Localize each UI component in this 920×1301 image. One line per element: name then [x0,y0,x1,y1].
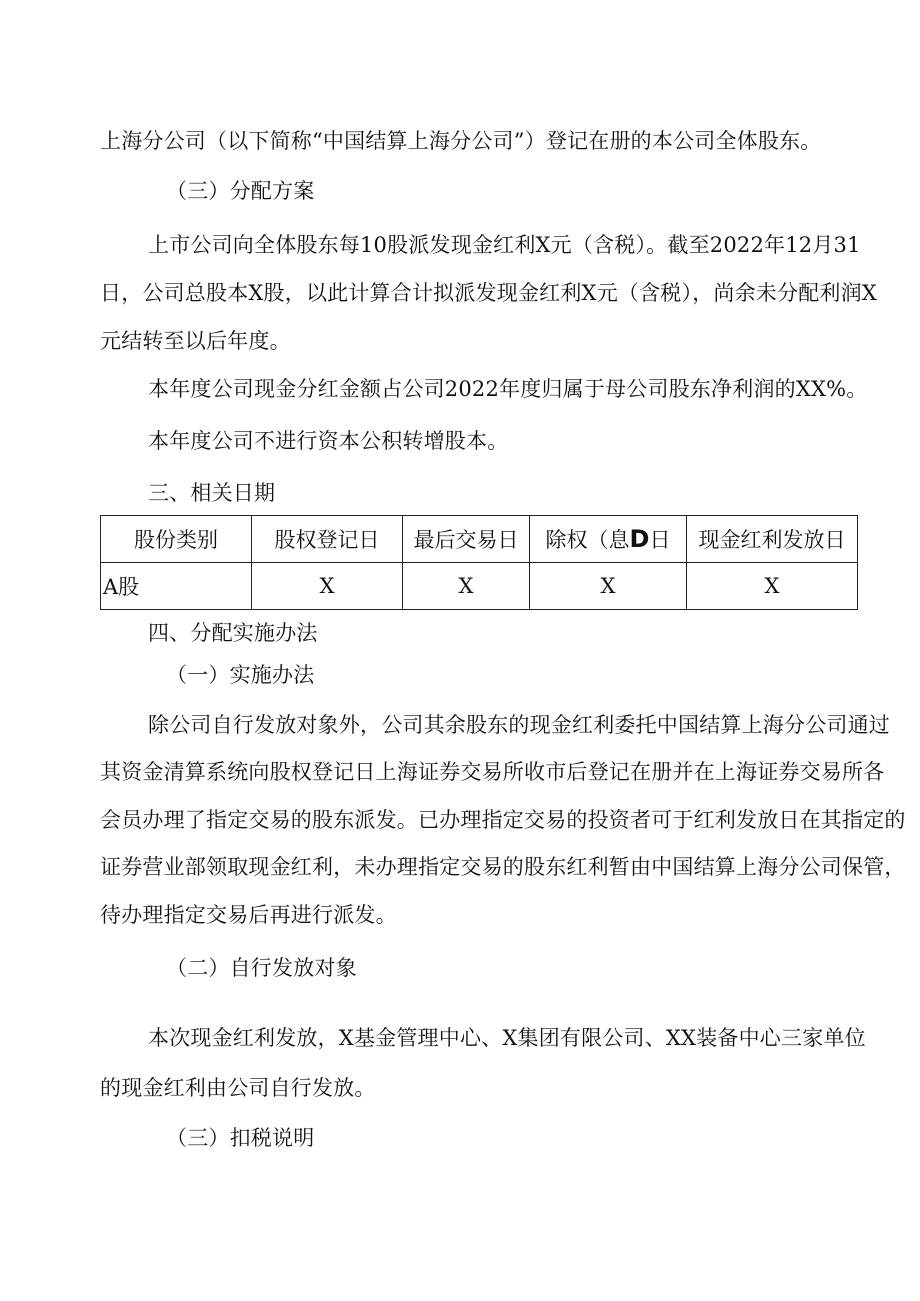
paragraph-line: 除公司自行发放对象外，公司其余股东的现金红利委托中国结算上海分公司通过 [148,713,890,737]
paragraph-line: 待办理指定交易后再进行派发。 [100,903,397,927]
paragraph-line: 证券营业部领取现金红利，未办理指定交易的股东红利暂由中国结算上海分公司保管， [100,855,906,879]
header-cell: 股份类别 [101,516,252,563]
header-cell: 现金红利发放日 [687,516,858,563]
section-heading: （三）分配方案 [166,179,315,203]
table-cell: X [530,563,687,610]
section-heading: （三）扣税说明 [166,1126,315,1150]
paragraph-line: 日，公司总股本X股，以此计算合计拟派发现金红利X元（含税），尚余未分配利润X [100,281,877,305]
paragraph-line: 上市公司向全体股东每10股派发现金红利X元（含税）。截至2022年12月31 [148,233,861,257]
header-part: 除权（息 [545,528,630,552]
section-heading: 四、分配实施办法 [148,621,318,645]
header-part: D [629,525,650,553]
table-cell: X [252,563,403,610]
paragraph-line: 元结转至以后年度。 [100,329,291,353]
paragraph-line: 的现金红利由公司自行发放。 [100,1076,376,1100]
section-heading: （二）自行发放对象 [166,956,357,980]
header-cell: 最后交易日 [403,516,530,563]
paragraph-line: 上海分公司（以下简称“中国结算上海分公司”）登记在册的本公司全体股东。 [100,129,822,153]
paragraph-line: 本年度公司不进行资本公积转增股本。 [148,429,509,453]
dates-table [100,515,858,610]
table-cell: X [687,563,858,610]
table-row [101,563,858,610]
header-cell-ex-dividend [530,516,687,563]
paragraph-line: 其资金清算系统向股权登记日上海证券交易所收市后登记在册并在上海证券交易所各 [100,760,885,784]
paragraph-line: 本次现金红利发放，X基金管理中心、X集团有限公司、XX装备中心三家单位 [148,1026,866,1050]
section-heading: 三、相关日期 [148,481,276,505]
paragraph-line: 会员办理了指定交易的股东派发。已办理指定交易的投资者可于红利发放日在其指定的 [100,808,906,832]
table-cell: X [403,563,530,610]
header-part: 日 [649,528,671,552]
section-heading: （一）实施办法 [166,663,315,687]
table-header-row [101,516,858,563]
table-cell: A股 [101,563,252,610]
paragraph-line: 本年度公司现金分红金额占公司2022年度归属于母公司股东净利润的XX%。 [148,377,868,401]
header-cell: 股权登记日 [252,516,403,563]
